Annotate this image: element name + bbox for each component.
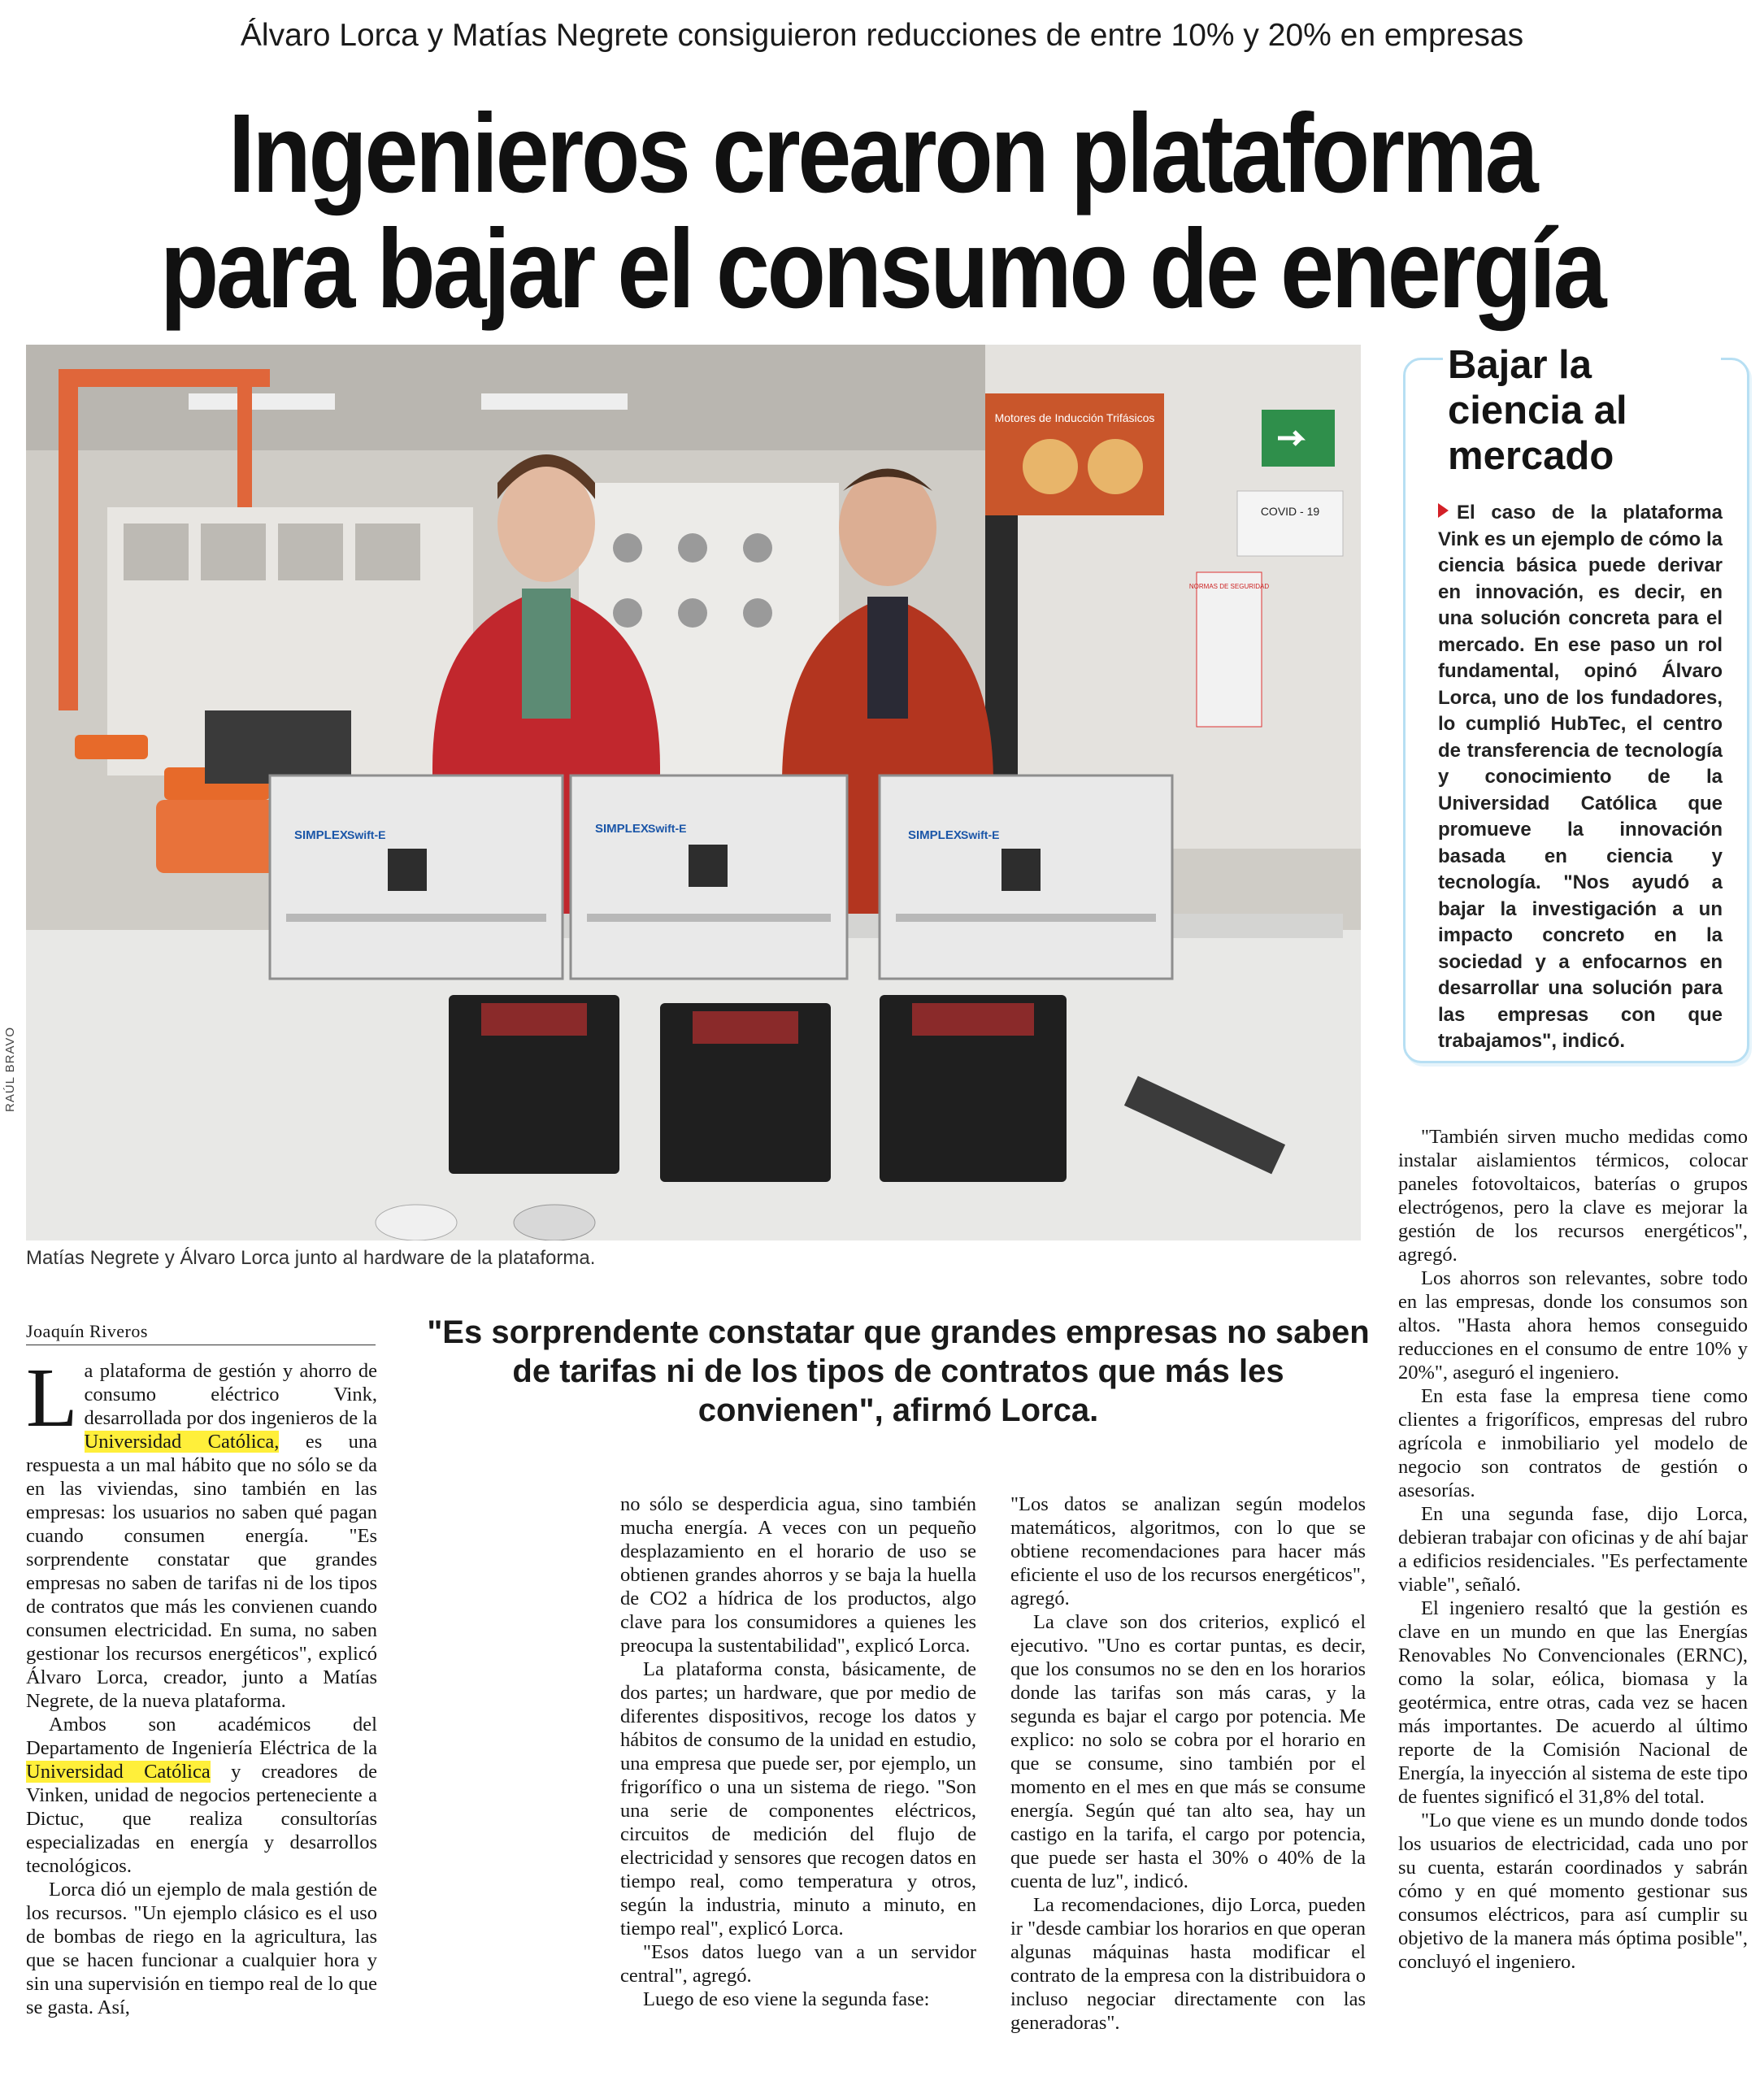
col4-paragraph-4: En una segunda fase, dijo Lorca, debieran trabajar con oficinas y de ahí bajar a edificios residenciales. "Es perfectamente viable", señaló. [1398,1503,1748,1596]
arrow-right-icon [1438,503,1449,518]
simplex-units [270,775,1172,979]
sidebar-box [1403,343,1749,1063]
col1-p2-text-a: Ambos son académicos del Departamento de Ingeniería Eléctrica de la [26,1714,377,1759]
column-2 [620,1492,976,2011]
col1-paragraph-1 [26,1351,377,1713]
sidebar-text [1438,500,1723,1055]
col1-p2-text-b: y creadores de Vinken, unidad de negocios perteneciente a Dictuc, que realiza consultorías especializadas en energía y desarrollos tecnológicos. [26,1761,377,1877]
sidebar-title: Bajar la ciencia al mercado [1443,342,1721,479]
photo-caption: Matías Negrete y Álvaro Lorca junto al hardware de la plataforma. [26,1247,596,1269]
exit-sign [1262,410,1335,467]
col4-paragraph-3: En esta fase la empresa tiene como clientes a frigoríficos, empresas del rubro agrícola e inmobiliario yel modelo de negocio son contratos de gestión o asesorías. [1398,1385,1748,1501]
pull-quote: "Es sorprendente constatar que grandes empresas no saben de tarifas ni de los tipos de contratos que más les convienen", afirmó Lorca. [427,1314,1370,1428]
column-1 [26,1351,377,2019]
byline: Joaquín Riveros [26,1321,376,1345]
poster-title: Motores de Inducción Trifásicos [994,411,1155,424]
col1-paragraph-3: Lorca dió un ejemplo de mala gestión de los recursos. "Un ejemplo clásico es el uso de bombas de riego en la agricultura, las que se hacen funcionar a cualquier hora y sin una supervisión en tiempo real de lo que se gasta. Así, [26,1879,377,2018]
highlight-universidad-catolica: Universidad Católica, [84,1431,280,1453]
unit3-brand: SIMPLEX [908,828,962,842]
col4-paragraph-1: "También sirven mucho medidas como instalar aislamientos térmicos, colocar paneles fotovoltaicos, baterías o grupos electrógenos, pero la clave es mejorar la gestión de los recursos energéticos", agregó. [1398,1126,1748,1266]
column-4 [1398,1125,1748,1974]
col2-paragraph-3: "Esos datos luego van a un servidor central", agregó. [620,1941,976,1987]
photo-credit: RAÚL BRAVO [3,1026,17,1112]
headline-line-2: para bajar el consumo de energía [159,206,1605,332]
col4-paragraph-2: Los ahorros son relevantes, sobre todo en las empresas, donde los consumos son altos. "Hasta ahora hemos conseguido reducciones en el consumo de entre 10% y 20%", aseguró el ingeniero. [1398,1267,1748,1384]
col1-p1-text-a: a plataforma de gestión y ahorro de consumo eléctrico Vink, desarrollada por dos ingenieros de la [84,1360,377,1429]
col2-paragraph-1: no sólo se desperdicia agua, sino también mucha energía. A veces con un pequeño desplazamiento en el horario de uso se obtienen grandes ahorros y se baja la huella de CO2 a hídrica de los productos, algo clave para los consumidores a quienes les preocupa la sustentabilidad", explicó Lorca. [620,1493,976,1657]
col2-paragraph-4: Luego de eso viene la segunda fase: [643,1988,930,2010]
unit1-model: Swift-E [347,828,386,841]
unit1-brand: SIMPLEX [294,828,348,842]
covid-sign [1237,491,1343,556]
poster [985,393,1164,515]
highlight-universidad-catolica-2: Universidad Católica [26,1761,211,1783]
covid-sign-text: COVID - 19 [1260,505,1320,518]
sidebar-body: El caso de la plataforma Vink es un ejemplo de cómo la ciencia básica puede derivar en innovación, es decir, en una solución concreta para el mercado. En ese paso un rol fundamental, opinó Álvaro Lorca, uno de los fundadores, lo cumplió HubTec, el centro de transferencia de tecnología y conocimiento de la Universidad Católica que promueve la innovación basada en ciencia y tecnología. "Nos ayudó a bajar la investigación a un impacto concreto en la sociedad y a enfocarnos en desarrollar una solución para las empresas con que trabajamos", indicó. [1438,502,1723,1052]
column-3 [1010,1492,1366,2035]
headline-line-1: Ingenieros crearon plataforma [228,91,1536,216]
safety-rules-sign [1189,572,1269,727]
unit3-model: Swift-E [961,828,1000,841]
col3-paragraph-3: La recomendaciones, dijo Lorca, pueden ir "desde cambiar los horarios en que operan algunas máquinas hasta modificar el contrato de la empresa con la distribuidora o incluso negociar directamente con las generadoras". [1010,1894,1366,2034]
col1-p1-text-b: es una respuesta a un mal hábito que no sólo se da en las viviendas, sino también en las empresas: los usuarios no saben qué pagan cuando consumen energía. "Es sorprendente constatar que grandes empresas no saben de tarifas ni de los tipos de contratos que más les convienen cuando consumen electricidad. En suma, no saben gestionar los recursos energéticos", explicó Álvaro Lorca, creador, junto a Matías Negrete, de la nueva plataforma. [26,1431,377,1712]
drop-cap: L [26,1351,78,1445]
col4-paragraph-6: "Lo que viene es un mundo donde todos los usuarios de electricidad, cada uno por su cuenta, estarán coordinados y sabrán cómo y en qué momento gestionar sus consumos eléctricos, para así cumplir su objetivo de la manera más óptima posible", concluyó el ingeniero. [1398,1809,1748,1973]
safety-rules-text: NORMAS DE SEGURIDAD [1188,583,1270,590]
headline [124,91,1640,332]
col2-paragraph-2: La plataforma consta, básicamente, de dos partes; un hardware, que por medio de diferentes dispositivos, recoge los datos y hábitos de consumo de la unidad en estudio, una empresa que puede ser, por ejemplo, un frigorífico o una un sistema de riego. "Son una serie de componentes eléctricos, circuitos de medición del flujo de electricidad y sensores que recogen datos en tiempo real, como temperatura y otros, según la industria, minuto a minuto, en tiempo real", explicó Lorca. [620,1658,976,1940]
col1-paragraph-2 [26,1713,377,1878]
kicker: Álvaro Lorca y Matías Negrete consiguieron reducciones de entre 10% y 20% en empresas [240,18,1524,53]
unit2-model: Swift-E [648,822,687,835]
article-photo [26,345,1361,1240]
col3-paragraph-1: "Los datos se analizan según modelos matemáticos, algoritmos, con lo que se obtiene recomendaciones para hacer más eficiente el uso de los recursos energéticos", agregó. [1010,1493,1366,1610]
col4-paragraph-5: El ingeniero resaltó que la gestión es clave en un mundo en que las Energías Renovables No Convencionales (ERNC), como la solar, eólica, biomasa y la geotérmica, entre otras, cada vez se hacen más importantes. De acuerdo al último reporte de la Comisión Nacional de Energía, la inyección al sistema de este tipo de fuentes significó el 31,8% del total. [1398,1597,1748,1808]
col3-paragraph-2: La clave son dos criterios, explicó el ejecutivo. "Uno es cortar puntas, es decir, que los consumos no se den en los horarios donde las tarifas son más caras, y la segunda es bajar el cargo por potencia. Me explico: no solo se cobra por el horario en que se consume, sino también por el momento en el mes en que más se consume energía. Según qué tan alto sea, hay un castigo en la tarifa, el cargo por potencia, que puede ser hasta el 30% o 40% de la cuenta de luz", indicó. [1010,1611,1366,1892]
lab-scene-illustration [26,345,1361,1240]
unit2-brand: SIMPLEX [595,822,649,836]
